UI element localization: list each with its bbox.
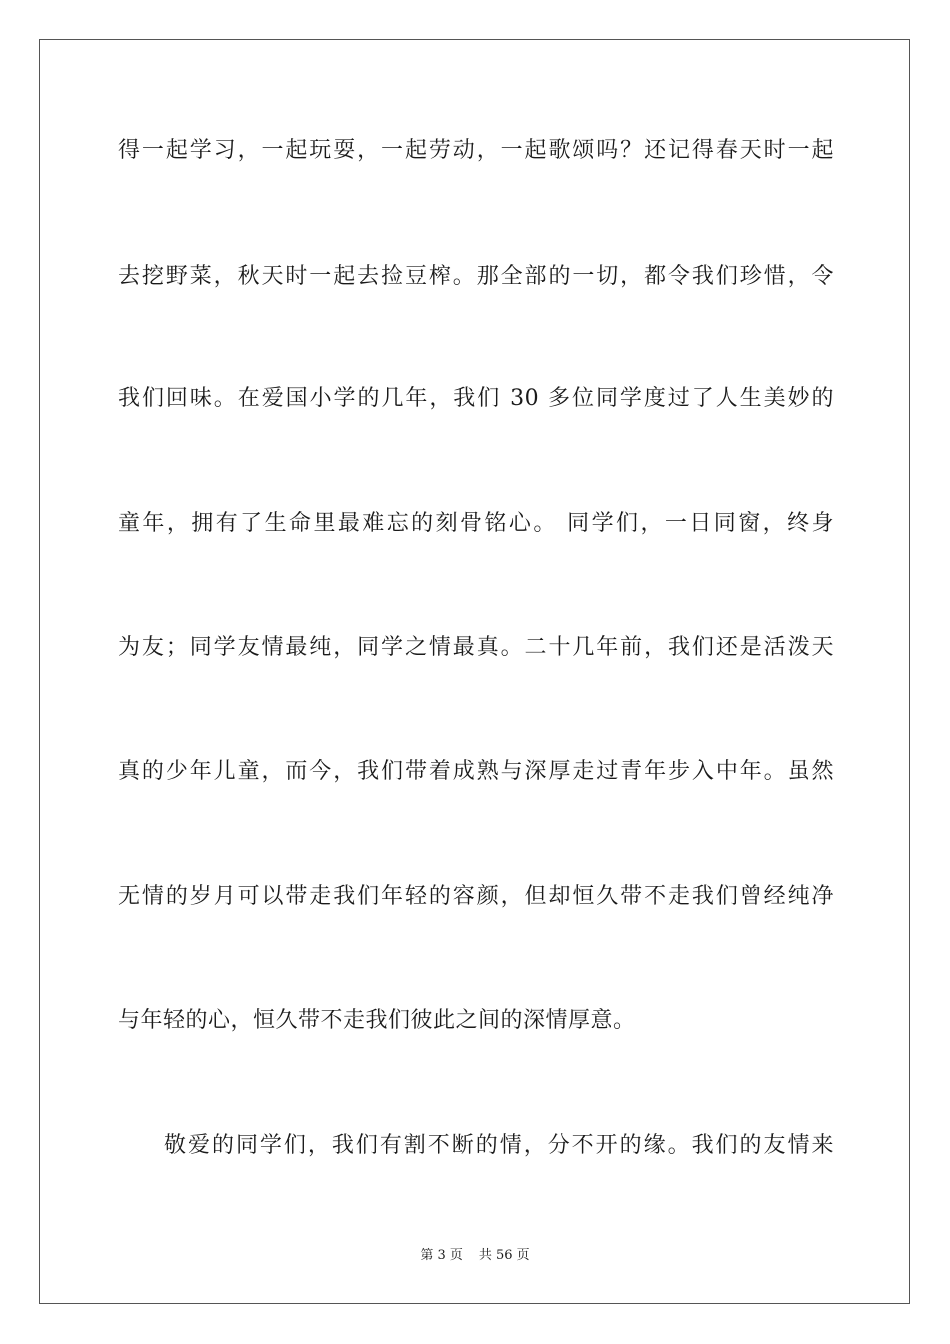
- page-footer: [0, 1247, 950, 1265]
- page-number: 第 3 页: [420, 1248, 463, 1263]
- paragraph-line: 去挖野菜，秋天时一起去捡豆榨。那全部的一切，都令我们珍惜，令: [118, 264, 834, 289]
- paragraph-line: 得一起学习，一起玩耍，一起劳动，一起歌颂吗？还记得春天时一起: [118, 138, 834, 163]
- paragraph-line: 与年轻的心，恒久带不走我们彼此之间的深情厚意。: [118, 1008, 636, 1033]
- paragraph-line: 为友；同学友情最纯，同学之情最真。二十几年前，我们还是活泼天: [118, 635, 834, 660]
- paragraph-line: 真的少年儿童，而今，我们带着成熟与深厚走过青年步入中年。虽然: [118, 759, 834, 784]
- paragraph-line: 无情的岁月可以带走我们年轻的容颜，但却恒久带不走我们曾经纯净: [118, 884, 834, 909]
- paragraph-line: 童年，拥有了生命里最难忘的刻骨铭心。 同学们，一日同窗，终身: [118, 511, 834, 536]
- paragraph-line: 敬爱的同学们，我们有割不断的情，分不开的缘。我们的友情来: [164, 1133, 834, 1158]
- page-total: 共 56 页: [478, 1248, 530, 1263]
- page-border: [39, 39, 910, 1304]
- paragraph-line: 我们回味。在爱国小学的几年，我们 30 多位同学度过了人生美妙的: [118, 386, 834, 411]
